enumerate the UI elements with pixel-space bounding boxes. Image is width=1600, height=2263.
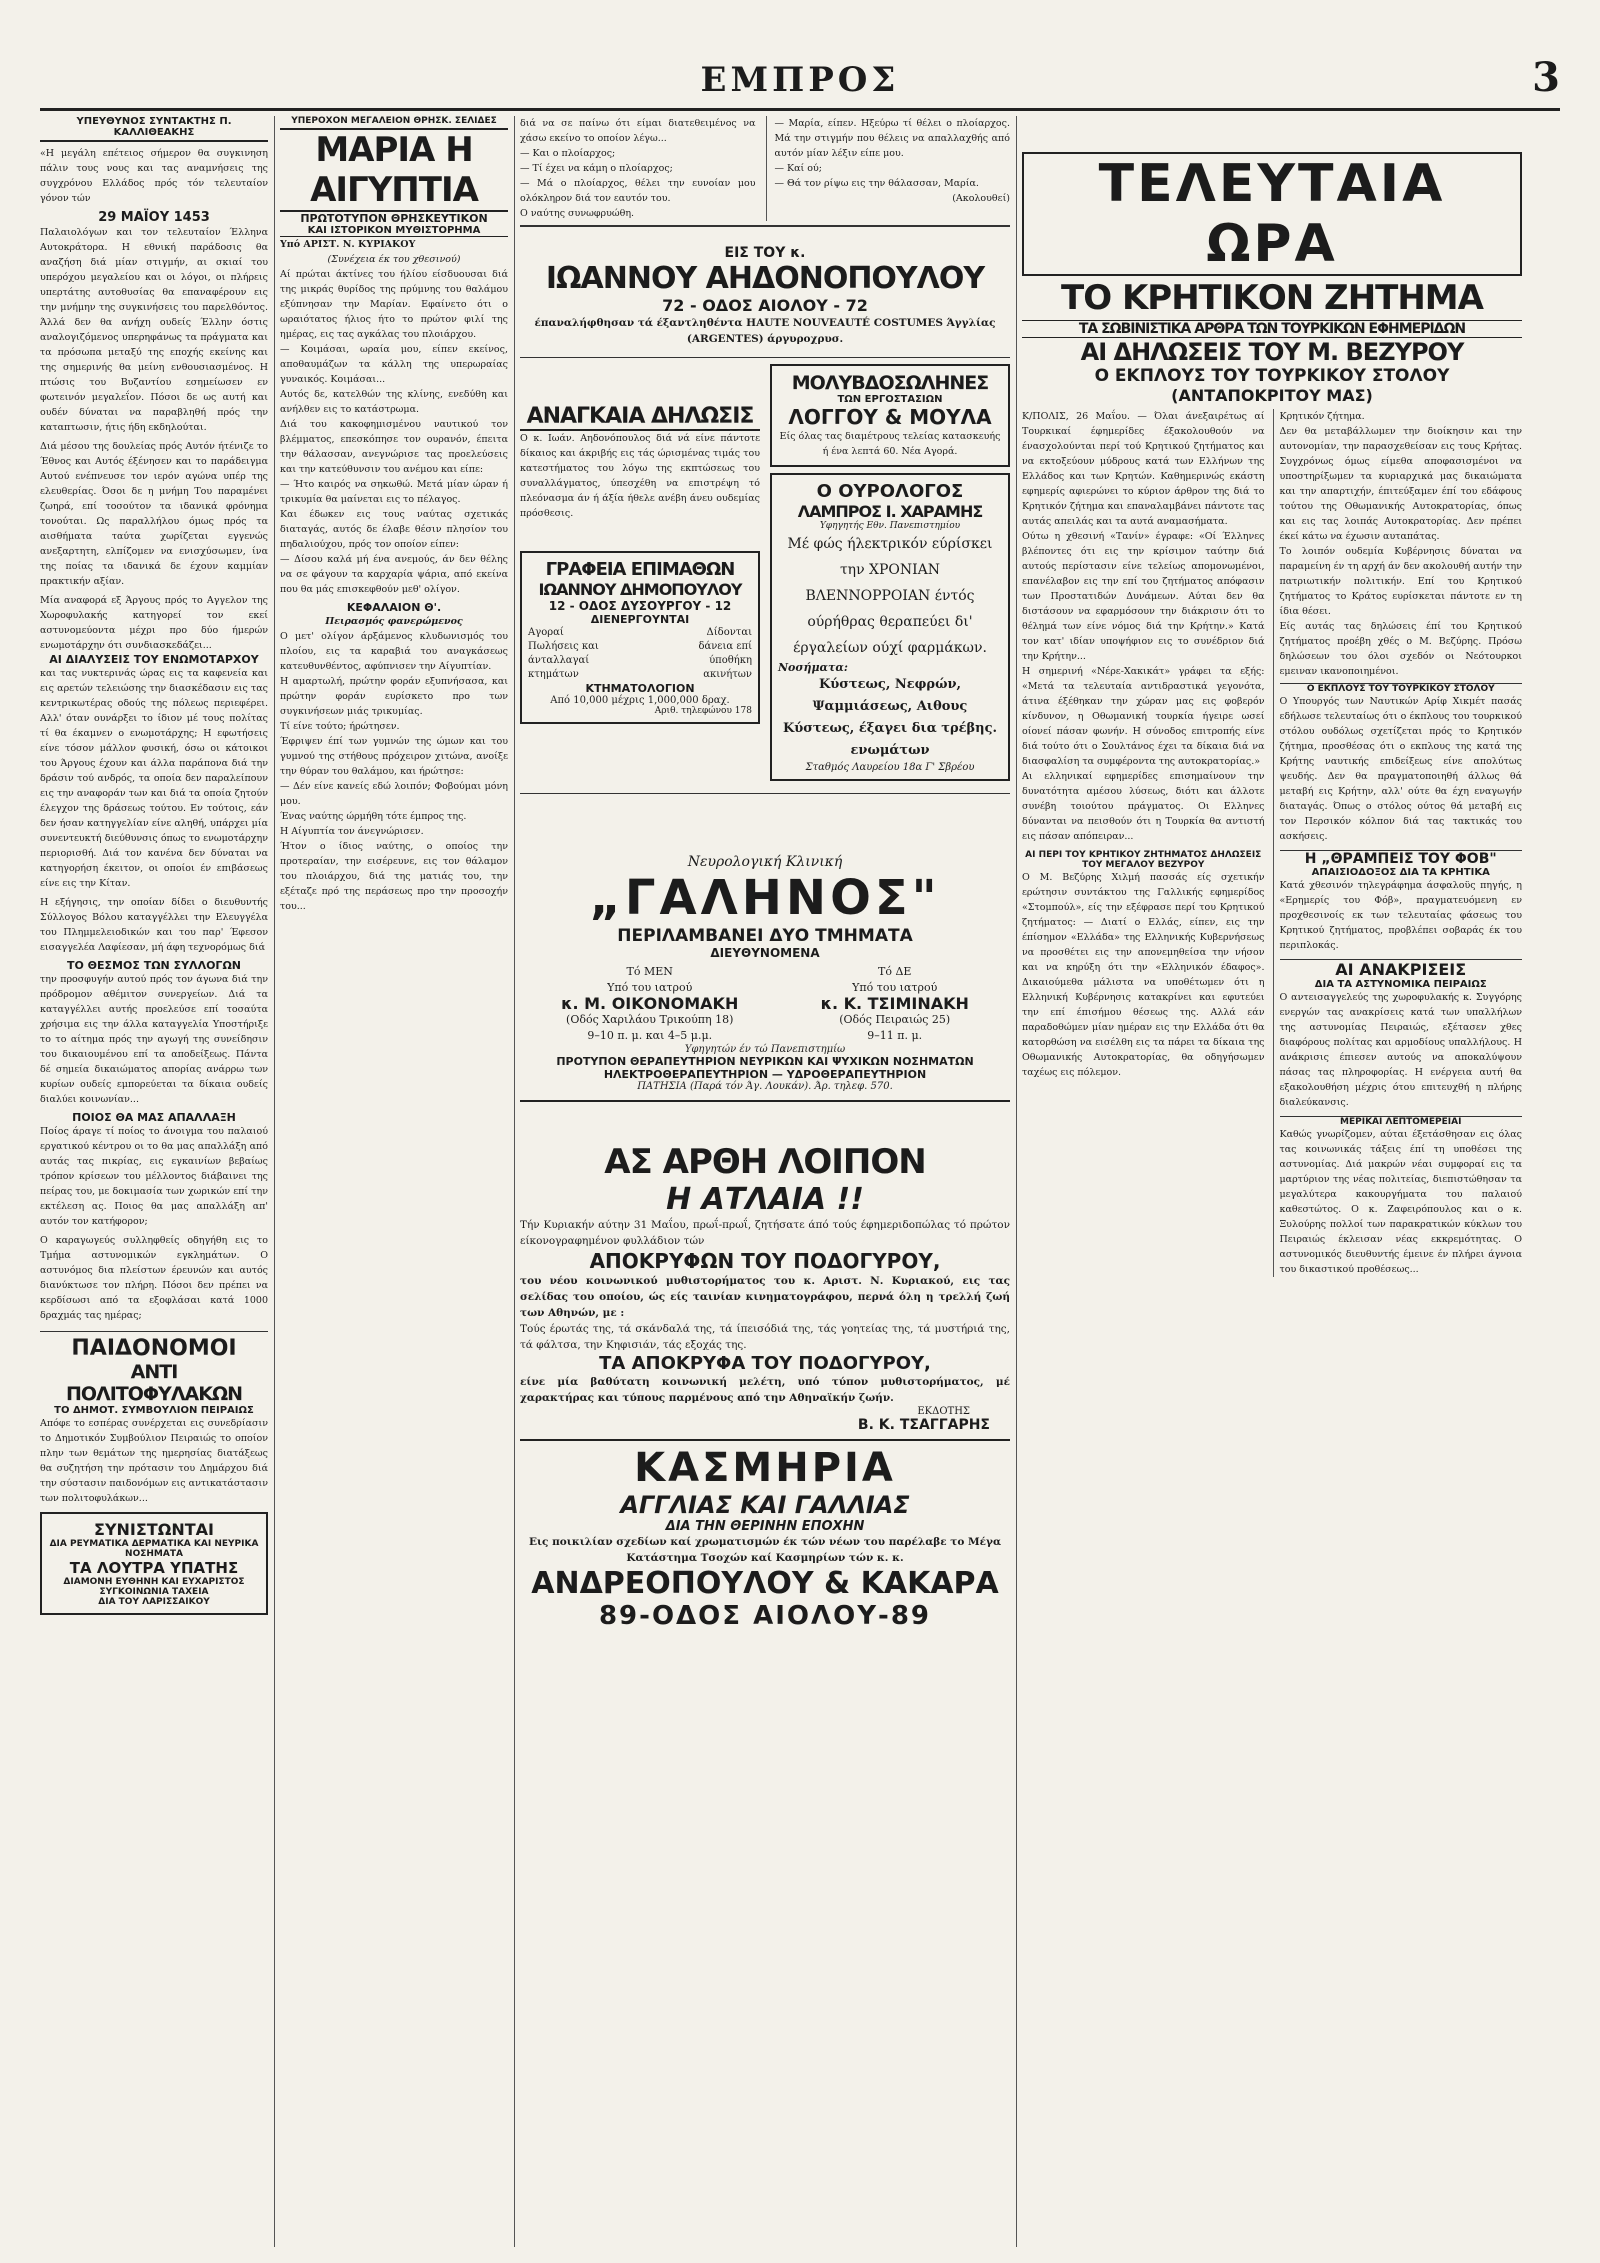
byline: ΥΠΕΥΘΥΝΟΣ ΣΥΝΤΑΚΤΗΣ Π. ΚΑΛΛΙΘΕΑΚΗΣ xyxy=(40,116,268,142)
ad-text: Αριθ. τηλεφώνου 178 xyxy=(654,706,752,716)
ad-text: Τήν Κυριακήν αύτην 31 Μαΐου, πρωΐ-πρωΐ, ζητήσατε άπό τούς έφημεριδοπώλας τό πρώτον είκονογραφημένον φυλλάδιον τών xyxy=(520,1219,1010,1247)
story-line: — Και ο πλοίαρχος; xyxy=(520,148,616,159)
article-paragraph: Αι ελληνικαί εφημερίδες επισημαίνουν την δυνατότητα αμέσου λύσεως, διότι και άλλοτε συνέβη τοιούτου πράγματος. Οι Ελληνες δύνανται να πεισθούν ότι η Τουρκία θα αντιστή εις πάσαν απόπειραν... xyxy=(1022,771,1265,842)
serial-title: ΜΑΡΙΑ Η ΑΙΓΥΠΤΙΑ xyxy=(280,130,508,212)
column-divider xyxy=(274,116,275,2247)
ad-heading: ΛΑΜΠΡΟΣ Ι. ΧΑΡΑΜΗΣ xyxy=(797,502,983,521)
ad-heading: ΠΕΡΙΛΑΜΒΑΝΕΙ ΔΥΟ ΤΜΗΜΑΤΑ xyxy=(617,926,913,946)
ad-text: (Οδός Πειραιώς 25) xyxy=(839,1013,951,1026)
article-paragraph: Έφριψεν έπί των γυμνών της ώμων και του γυμνού της στήθους πρόχειρον χιτώνα, ανοίξε την θύραν του θαλάμου, και ήρώτησε: xyxy=(280,736,508,777)
story-line: — Μά ο πλοίαρχος, θέλει την ευνοίαν μου ολόκληρον διά τον εαυτόν του. xyxy=(520,178,756,204)
ad-heading: ΣΥΝΙΣΤΩΝΤΑΙ xyxy=(94,1520,214,1539)
ad-heading: ΑΠΟΚΡΥΦΩΝ ΤΟΥ ΠΟΔΟΓΥΡΟΥ, xyxy=(589,1249,941,1273)
ad-heading: Ο ΟΥΡΟΛΟΓΟΣ xyxy=(816,481,964,502)
ad-text: Τό ΔΕ xyxy=(878,965,912,978)
ad-text: Πωλήσεις και xyxy=(528,641,599,652)
ad-text: ΕΙΣ ΤΟΥ κ. xyxy=(724,245,806,261)
article-paragraph: — Ήτο καιρός να σηκωθώ. Μετά μίαν ώραν ή τρικυμία θα μαίνεται εις το πέλαγος. xyxy=(280,479,508,505)
ad-text: Τούς έρωτάς της, τά σκάνδαλά της, τά ίπεισόδιά της, τάς γοητείας της, τά μυστήριά της, τά φάλτσα, την Κηφισιάν, τάς εξοχάς της. xyxy=(520,1323,1010,1351)
advertisement-kasmiria xyxy=(520,1439,1010,1631)
advertisement-ourologos xyxy=(770,473,1010,781)
ad-heading: κ. Μ. ΟΙΚΟΝΟΜΑΚΗ xyxy=(561,994,739,1013)
article-headline: ΤΟ ΚΡΗΤΙΚΟΝ ΖΗΤΗΜΑ xyxy=(1061,278,1483,318)
ad-text: Από 10,000 μέχρις 1,000,000 δραχ. xyxy=(550,695,730,706)
ad-text: Μέ φώς ήλεκτρικόν εύρίσκει την ΧΡΟΝΙΑΝ ΒΛΕΝΝΟΡΡΟΙΑΝ έντός ούρήθρας θεραπεύει δι' έργαλείων ούχί φαρμάκων. xyxy=(787,536,993,656)
page-number: 3 xyxy=(1532,54,1560,101)
advertisement-podogyros xyxy=(520,1100,1010,1433)
serial-subtitle: ΠΡΩΤΟΤΥΠΟΝ ΘΡΗΣΚΕΥΤΙΚΟΝ xyxy=(300,212,488,225)
ad-text: ΔΙΑ ΡΕΥΜΑΤΙΚΑ ΔΕΡΜΑΤΙΚΑ ΚΑΙ ΝΕΥΡΙΚΑ ΝΟΣΗΜΑΤΑ xyxy=(49,1539,259,1559)
ad-text: Κύστεως, Νεφρών, Ψαμμιάσεως, Αιθους Κύστεως, έξαγει δια τρέβης. ενωμάτων xyxy=(782,677,998,758)
story-line: — Καί ού; xyxy=(774,163,822,174)
byline: ΥΠΕΡΟΧΟΝ ΜΕΓΑΛΕΙΟΝ ΘΡΗΣΚ. ΣΕΛΙΔΕΣ xyxy=(280,116,508,130)
newspaper-name: ΕΜΠΡΟΣ xyxy=(700,60,900,100)
article-paragraph: Ο Μ. Βεζύρης Χιλμή πασσάς είς σχετικήν ερώτησιν συντάκτου της Γαλλικής εφημερίδος «Στομπούλ», είς την εξέφρασε περί του Κρητικού ζητήματος: — Διατί ο Ελλάς, είπεν, εις την έπίσημον «Ελλάδα» της Ελληνικής Κυβερνήσεως να προσθέτει εις την απονεμηθείσα την νήσον και να κηρύξη ότι την «Ελληνικόν έδαφος». Δικαιούμεθα μάλιστα να υποθέτωμεν ότι η Ελληνική Κυβέρνησις κατακρίνει και εφυτεύει την επί έπισήμου θέσεως της. Αλλά εάν παραδοθώμεν μίαν ημέραν εις την Ελλάδα ότι θα κατορθώση να εισέλθη εις τα πάρει τα δίκαια της Οθωμανικής Αυτοκρατορίας, θα οδηγήσωμεν ταχέως εις πόλεμον. xyxy=(1022,872,1265,1078)
ad-text: Νευρολογική Κλινική xyxy=(687,854,843,870)
article-paragraph: Κ/ΠΟΛΙΣ, 26 Μαΐου. — Όλαι άνεξαιρέτως αί Τουρκικαί έφημερίδες έξακολουθούν να ένασχολούνται περί τού Κρητικού ζητήματος και να εκτοξεύουν μύδρους κατά των Ελλήνων της Ελλάδος και των Κρητών. Καθημερινώς εκάστη εφημερίς αφιερώνει το κύριον άρθρον της διά το Κρητικόν ζήτημα και επαναλαμβάνει πάντοτε τας αυτάς απειλάς και τα αυτά αναμασήματα. xyxy=(1022,411,1265,527)
article-paragraph: Αί πρώται άκτίνες του ήλίου είσδυουσαι διά της μικράς θυρίδος της πρύμνης του θαλάμου εξύπνησαν την Μαρίαν. Εφαίνετο ότι ο ωραιότατος ήλιος ήτο το πρώτον φιλί της ημέρας, εις τας αγκάλας του πλοιάρχου. xyxy=(280,269,508,340)
serial-continued: (Συνέχεια έκ του χθεσινού) xyxy=(327,254,461,265)
ad-text: του νέου κοινωνικού μυθιστορήματος του κ. Αριστ. Ν. Κυριακού, εις τας σελίδας του οποίου, ώς είς ταινίαν κινηματογράφου, περνά όλη η τρελλή ζωή των Αθηνών, με : xyxy=(520,1275,1010,1319)
banner-headline: ΤΕΛΕΥΤΑΙΑ ΩΡΑ xyxy=(1022,152,1522,276)
ad-heading: ΙΩΑΝΝΟΥ ΑΗΔΟΝΟΠΟΥΛΟΥ xyxy=(545,261,985,296)
article-paragraph: Το λοιπόν ουδεμία Κυβέρνησις δύναται να παραμείνη έν τη αρχή άν δεν ακολουθή αυτήν την πατριωτικήν πολιτικήν. Επί του Κρητικού ζητήματος το Κράτος ευρίσκεται πάντοτε εν τη ίδια θέσει. xyxy=(1279,546,1522,617)
ad-text: Υφηγητών έν τώ Πανεπιστημίω xyxy=(684,1044,846,1055)
ad-heading: ΑΝΔΡΕΟΠΟΥΛΟΥ & ΚΑΚΑΡΑ xyxy=(531,1566,999,1601)
ad-text: ΔΙΕΝΕΡΓΟΥΝΤΑΙ xyxy=(590,613,690,626)
ad-heading: ΑΣ ΑΡΘΗ ΛΟΙΠΟΝ xyxy=(604,1142,926,1182)
ad-text: 9–10 π. μ. και 4–5 μ.μ. xyxy=(587,1029,713,1042)
column-3 xyxy=(520,116,1010,2247)
article-paragraph: Τί είνε τούτο; ήρώτησεν. xyxy=(280,721,400,732)
column-divider xyxy=(514,116,515,2247)
ad-text: ύποθήκη xyxy=(709,655,752,666)
article-subheading: ΑΙ ΔΗΛΩΣΕΙΣ ΤΟΥ Μ. ΒΕΖΥΡΟΥ xyxy=(1080,338,1464,366)
column-4 xyxy=(1022,116,1522,2247)
article-subheading: ΤΟ ΘΕΣΜΟΣ ΤΩΝ ΣΥΛΛΟΓΩΝ xyxy=(66,959,242,972)
ad-text: Τό ΜΕΝ xyxy=(626,965,673,978)
article-paragraph: «Η μεγάλη επέτειος σήμερον θα συγκινηση πάλιν τους νους και τας αναμνήσεις της συγχρόνου Ελλάδος πρός τόν τελευταίον γόνον τών xyxy=(40,148,268,204)
article-paragraph: Ο αντεισαγγελεύς της χωροφυλακής κ. Συγγόρης ενεργών τας ανακρίσεις κατά των υπαλλήλων της αστυνομίας Πειραιώς, εξέτασεν χθες διαφόρους πολίτας και αρμοδίους υπαλλήλους. Η ανάκρισις έπιεσεν αυτούς να αποκαλύψουν πάσας τας πληροφορίας. Η ενέργεια αυτή θα εξακολουθήση μέχρις ότου επιτευχθή η πλήρης διαλεύκανσις. xyxy=(1279,992,1522,1108)
ad-text: ΠΑΤΗΣΙΑ (Παρά τόν Άγ. Λουκάν). Άρ. τηλεφ. 570. xyxy=(637,1081,893,1092)
article-paragraph: Η Αίγυπτία τον άνεγνώρισεν. xyxy=(280,826,424,837)
ad-text: Αγοραί xyxy=(528,627,564,638)
article-paragraph: Ο καραγωγεύς συλληφθείς οδηγήθη εις το Τμήμα αστυνομικών εγκλημάτων. Ο αστυνόμος δια πλείστων έρευνών και αυτός διανύκτωσε τον πλήρη. Πόσοι δεν πρέπει να κερδίσωσι από τα εξοφλάσαι κατά 1000 δραχμάς τας ημέρας; xyxy=(40,1235,268,1321)
article-paragraph: — Δέν είνε κανείς εδώ λοιπόν; Φοβούμαι μόνη μου. xyxy=(280,781,508,807)
ad-heading: ΤΑ ΛΟΥΤΡΑ ΥΠΑΤΗΣ xyxy=(69,1559,239,1577)
ad-text: Ο κ. Ιωάν. Αηδονόπουλος διά νά είνε πάντοτε δίκαιος και άκριβής εις τάς ώρισμένας τιμάς του κατεστήματος του λόγω της εκπτώσεως του συναλλάγματος, ύπεσχέθη να επιστρέψη τό πλεόνασμα άν ή άξία ήθελε ανέβη άνευ ουδεμίας πρόσθεσις. xyxy=(520,433,760,519)
ad-text: 72 - ΟΔΟΣ ΑΙΟΛΟΥ - 72 xyxy=(662,296,868,315)
ad-heading: „ΓΑΛΗΝΟΣ" xyxy=(589,870,941,926)
article-paragraph: Και έδωκεν εις τους ναύτας σχετικάς διαταγάς, αυτός δε έλαβε θέσιν πλησίον του πηδαλιούχου, πρός τον οποίον είπεν: xyxy=(280,509,508,550)
article-subheading: ΑΙ ΔΙΑΛΥΣΕΙΣ ΤΟΥ ΕΝΩΜΟΤΑΡΧΟΥ xyxy=(49,653,259,666)
article-subheading: (ΑΝΤΑΠΟΚΡΙΤΟΥ ΜΑΣ) xyxy=(1171,386,1373,405)
article-subheading: ΑΙ ΠΕΡΙ ΤΟΥ ΚΡΗΤΙΚΟΥ ΖΗΤΗΜΑΤΟΣ ΔΗΛΩΣΕΙΣ ΤΟΥ ΜΕΓΑΛΟΥ ΒΕΖΥΡΟΥ xyxy=(1025,850,1262,870)
ad-text: ΣΥΓΚΟΙΝΩΝΙΑ ΤΑΧΕΙΑ xyxy=(99,1587,209,1597)
article-paragraph: Ούτω η χθεσινή «Τανίν» έγραφε: «Οί Έλληνες βλέποντες ότι εις την κρίσιμον ταύτην διά αυτούς περίστασιν είνε τελείως απομονωμένοι, επανέλαβον εις την επί του ζητήματος απόφασιν των Προστατιδών Δυνάμεων. Αύται δεν θα διστάσουν να εφαρμόσουν την διάκρισιν ότι το θέλημά των είνε νόμος διά την Κρήτην.» Κατά τον κατ' ιδίαν υποψήφιον εις το συνέδριον διά την Κρήτην... xyxy=(1022,531,1265,662)
ad-heading: ΑΓΓΛΙΑΣ ΚΑΙ ΓΑΛΛΙΑΣ xyxy=(620,1491,910,1519)
ad-text: Δίδονται xyxy=(706,627,752,638)
article-subheading: ΤΟ ΔΗΜΟΤ. ΣΥΜΒΟΥΛΙΟΝ ΠΕΙΡΑΙΩΣ xyxy=(54,1405,254,1416)
advertisement-molyvdosolines xyxy=(770,364,1010,467)
ad-text: άνταλλαγαί xyxy=(528,655,590,666)
article-subheading: Ο ΕΚΠΛΟΥΣ ΤΟΥ ΤΟΥΡΚΙΚΟΥ ΣΤΟΛΟΥ xyxy=(1280,683,1523,694)
ad-heading: ΓΡΑΦΕΙΑ ΕΠΙΜΑΘΩΝ xyxy=(545,559,735,580)
ad-text: Νοσήματα: xyxy=(778,661,848,674)
article-headline: ΑΙ ΑΝΑΚΡΙΣΕΙΣ xyxy=(1280,959,1523,979)
masthead-rule xyxy=(40,108,1560,111)
advertisement-notice xyxy=(520,364,760,521)
chapter-title: Πειρασμός φανερώμενος xyxy=(325,616,463,627)
chapter-heading: ΚΕΦΑΛΑΙΟΝ Θ'. xyxy=(346,601,442,614)
story-line: — Θά τον ρίψω εις την θάλασσαν, Μαρία. xyxy=(774,178,979,189)
ad-text: Β. Κ. ΤΣΑΓΓΑΡΗΣ xyxy=(857,1417,990,1433)
story-continued: (Ακολουθεί) xyxy=(952,193,1010,204)
column-2 xyxy=(280,116,508,2247)
article-paragraph: — Δίσου καλά μή ένα ανεμούς, άν δεν θέλης να σε φάγουν τα καρχαρία ψάρια, από εκείνα που θα μάς επισκεφθούν μεθ' ολίγον. xyxy=(280,554,508,595)
article-paragraph: — Κοιμάσαι, ωραία μου, είπεν εκείνος, αποθαυμάζων τα κάλλη της υπερωραίας γυναικός. Κοιμάσαι... xyxy=(280,344,508,385)
ad-text: ΕΚΔΟΤΗΣ xyxy=(917,1406,970,1417)
ad-heading: ΜΟΛΥΒΔΟΣΩΛΗΝΕΣ xyxy=(791,372,989,394)
ad-text: ΔΙΕΥΘΥΝΟΜΕΝΑ xyxy=(710,946,820,960)
article-headline: Η „ΘΡΑΜΠΕΙΣ ΤΟΥ ΦΟΒ" xyxy=(1280,850,1523,867)
advertisement-galinos xyxy=(520,793,1010,1100)
article-paragraph: Καθώς γνωρίζομεν, αύται έξετάσθησαν εις όλας τας κοινωνικάς τάξεις έπί τη υποθέσει της αστυνομίας. Διά μακρών νέαι συμφοραί εις τα μαρτύριον της νέας πολιτείας, διεπιστώθησαν τα μεγαλύτερα κακουργήματα του παλαιού καθεστώτος. Ο κ. Ζαφειρόπουλος και ο κ. Ξυλούρης πολλοί των παρακρατικών κύκλων του Πειραιώς έκλεισαν νέας εκκρεμότητας. Ο αστυνομικός διευθυντής έμεινε έν πλήρει άγνοια του δικαστικού προθέσεως... xyxy=(1279,1129,1522,1275)
article-paragraph: Η εξήγησις, την οποίαν δίδει ο διευθυντής Σύλλογος Βόλου καταγγέλλει την Ελευγγέλα του Πλημμελειοδικών και του παρ' Έφεσον εισαγγελέα Λαφίεσαν, μή άφη τεχνορόμως διά xyxy=(40,897,268,953)
ad-heading: ΙΩΑΝΝΟΥ ΔΗΜΟΠΟΥΛΟΥ xyxy=(538,580,742,599)
ad-text: ΔΙΑ ΤΗΝ ΘΕΡΙΝΗΝ ΕΠΟΧΗΝ xyxy=(665,1519,865,1534)
ad-heading: κ. Κ. ΤΣΙΜΙΝΑΚΗ xyxy=(820,994,969,1013)
column-1 xyxy=(40,116,268,2247)
story-line: — Μαρία, είπεν. Ηξεύρω τί θέλει ο πλοίαρχος. Μά την στιγμήν που θέλεις να απαλλαχθής από αυτόν μίαν λέξιν είπε μου. xyxy=(774,118,1010,159)
ad-text: Σταθμός Λαυρείου 18α Γ' Σβρέου xyxy=(805,762,975,773)
story-line: — Τί έχει να κάμη ο πλοίαρχος; xyxy=(520,163,673,174)
ad-text: Υφηγητής Εθν. Πανεπιστημίου xyxy=(819,521,961,531)
article-subheading: ΠΟΙΟΣ ΘΑ ΜΑΣ ΑΠΑΛΛΑΞΗ xyxy=(72,1111,236,1124)
serial-subtitle: ΚΑΙ ΙΣΤΟΡΙΚΟΝ ΜΥΘΙΣΤΟΡΗΜΑ xyxy=(280,225,508,237)
ad-text: 12 - ΟΔΟΣ ΔΥΣΟΥΡΓΟΥ - 12 xyxy=(548,599,732,613)
article-headline: ΠΑΙΔΟΝΟΜΟΙ xyxy=(71,1336,237,1361)
ad-text: δάνεια επί xyxy=(698,641,752,652)
article-paragraph: Είς αυτάς τας δηλώσεις έπί του Κρητικού ζητήματος προέβη χθές ο Μ. Βεζύρης. Πρόσω δηλώσεων του όλοι σχεδόν οι Νεότουρκοι εμειναν ικανοποιημένοι. xyxy=(1279,621,1522,677)
ad-text: (Οδός Χαριλάου Τρικούπη 18) xyxy=(566,1013,734,1026)
ad-text: ΔΙΑΜΟΝΗ ΕΥΘΗΝΗ ΚΑΙ ΕΥΧΑΡΙΣΤΟΣ xyxy=(63,1577,245,1587)
article-subheading: Ο ΕΚΠΛΟΥΣ ΤΟΥ ΤΟΥΡΚΙΚΟΥ ΣΤΟΛΟΥ xyxy=(1094,366,1450,386)
ad-text: ΤΩΝ ΕΡΓΟΣΤΑΣΙΩΝ xyxy=(837,394,943,405)
article-subheading: ΔΙΑ ΤΑ ΑΣΤΥΝΟΜΙΚΑ ΠΕΙΡΑΙΩΣ xyxy=(1314,979,1487,990)
article-paragraph: Διά του κακοφημισμένου ναυτικού τον βλέμματος, επεσκόπησε τον ουρανόν, έπειτα την θάλασσαν, ανεγνώρισε τας προελεύσεις και την κατεύθυνσιν του ανέμου και είπε: xyxy=(280,419,508,475)
article-paragraph: Η σημερινή «Νέρε-Χακικάτ» γράφει τα εξής: «Μετά τα τελευταία αντιδραστικά γεγονότα, άτινα έξέθηκαν την χώραν μας εις φοβερόν κίνδυνον, η Οθωμανική τουρκία ήγειρε ωσεί οίονεί πάσαν φωνήν. Η σύνοδος επιτροπής είνε διά τούτο ότι ο Σουλτάνος έχει τα δίκαια διά να διασφαλίση τα συμφέροντα της αυτοκρατορίας.» xyxy=(1022,666,1265,767)
ad-text: ΗΛΕΚΤΡΟΘΕΡΑΠΕΥΤΗΡΙΟΝ — ΥΔΡΟΘΕΡΑΠΕΥΤΗΡΙΟΝ xyxy=(603,1068,927,1081)
article-paragraph: Διά μέσου της δουλείας πρός Αυτόν ήτένιζε το Έθνος και Αυτός έξένησεν και το παράδειγμα Αυτού ενέπνευσε τον ιερόν αγώνα υπέρ της ελευθερίας. Όσοι δε η μνήμη Του παραμένει ζωηρά, επί τοσούτον τα ιδανικά φρόνημα τονούται. Ως παραλλήλου όμως πρός τα αισθήματα ταύτα χωρίζεται εγγενώς ανεξαρτητη, ελπίζομεν να ενισχύσωμεν, ίνα της ποίας τα ιδανικά δε έχουν καμμίαν πρακτικήν αξίαν. xyxy=(40,441,268,587)
article-paragraph: Ένας ναύτης ώρμήθη τότε έμπρος της. xyxy=(280,811,467,822)
ad-text: έπαναλήφθησαν τά έξαντληθέντα HAUTE NOUVEAUTÉ COSTUMES Άγγλίας (ARGENTES) άργυροχρυσ. xyxy=(534,317,996,345)
article-subheading: ΑΠΑΙΣΙΟΔΟΞΟΣ ΔΙΑ ΤΑ ΚΡΗΤΙΚΑ xyxy=(1311,867,1490,878)
story-line: Ο ναύτης συνωφρυώθη. xyxy=(520,208,635,219)
ad-text: Υπό του ιατρού xyxy=(607,981,693,994)
article-paragraph: Ποίος άραγε τί ποίος το άνοιγμα του παλαιού εργατικού κέντρου οι το θα μας απαλλάξη από αυτάς τας πικρίας, εις εγκαινίων βεβαίως τρόπον κρίσεων του μέλλοντος διάβαινει της πείρας του, με δοκιμασία των χωρικών επί την εκτέλεση ας. Ποιος θα μας απαλλάξη απ' αυτόν τον κατήφορον; xyxy=(40,1126,268,1227)
article-paragraph: Μία αναφορά εξ Άργους πρός το Αγγελον της Χωροφυλακής κατηγορεί τον εκεί αστυνομεύοντα μέχρι προ δύο ήμερών ενωμοτάρχην ότι συνδιασκεδάζει... xyxy=(40,595,268,651)
article-subheading: ΜΕΡΙΚΑΙ ΛΕΠΤΟΜΕΡΕΙΑΙ xyxy=(1280,1116,1523,1127)
ad-heading: ΑΝΑΓΚΑΙΑ ΔΗΛΩΣΙΣ xyxy=(520,404,760,431)
ad-text: Είς όλας τας διαμέτρους τελείας κατασκευής ή ένα λεπτά 60. Νέα Αγορά. xyxy=(779,431,1001,457)
article-paragraph: Αυτός δε, κατελθών της κλίνης, ενεδύθη και ανήλθεν εις το κατάστρωμα. xyxy=(280,389,508,415)
ad-text: είνε μία βαθύτατη κοινωνική μελέτη, υπό τύπον μυθιστορήματος, μέ χαρακτήρας και τύπους παρμένους από την Αθηναϊκήν ζωήν. xyxy=(520,1376,1010,1404)
ad-text: ακινήτων xyxy=(703,669,752,680)
ad-heading: 89-ΟΔΟΣ ΑΙΟΛΟΥ-89 xyxy=(598,1601,932,1631)
ad-text: ΔΙΑ ΤΟΥ ΛΑΡΙΣΣΑΙΚΟΥ xyxy=(98,1597,210,1607)
ad-text: 9–11 π. μ. xyxy=(867,1029,923,1042)
ad-text: Εις ποικιλίαν σχεδίων καί χρωματισμών έκ τών νέων του παρέλαβε το Μέγα Κατάστημα Τσοχών καί Κασμηρίων τών κ. κ. xyxy=(528,1536,1002,1564)
serial-author: Υπό ΑΡΙΣΤ. Ν. ΚΥΡΙΑΚΟΥ xyxy=(280,239,416,250)
ad-heading: ΚΑΣΜΗΡΙΑ xyxy=(634,1445,896,1491)
article-paragraph: Κρητικόν ζήτημα. xyxy=(1279,411,1365,422)
article-paragraph: Ο μετ' ολίγον άρξάμενος κλυδωνισμός του πλοίου, εις τα καραβιά του αναγκάσεως κατευθυνθέντος, αφύπνισεν την Αίγυπτίαν. xyxy=(280,631,508,672)
ad-heading: ΤΑ ΑΠΟΚΡΥΦΑ ΤΟΥ ΠΟΔΟΓΥΡΟΥ, xyxy=(599,1353,931,1374)
article-paragraph: Ο Υπουργός των Ναυτικών Αρίφ Χικμέτ πασάς εδήλωσε τελευταίως ότι ο έκπλους του τουρκικού στόλου ουδόλως σχετίζεται πρός το Κρητικόν ζήτημα, προσθέσας ότι ο εκπλους της κατά της Κρήτης ναυτικής επιδείξεως είνε απολύτως ψευδής. Δεν θα πραγματοποιηθή άλλως θά μεταβή εις Κρήτην, αλλ' ούτε θα έχη εναγωγήν διαταγάς. Όπως ο στόλος ούτος θά μεταβή εις τον Περσικόν κόλπον διά τας τακτικάς του ασκήσεις. xyxy=(1279,696,1522,842)
article-headline: ΑΝΤΙ ΠΟΛΙΤΟΦΥΛΑΚΩΝ xyxy=(65,1361,243,1405)
ad-heading: ΛΟΓΓΟΥ & ΜΟΥΛΑ xyxy=(788,405,992,429)
story-line: διά να σε παίνω ότι είμαι διατεθειμένος να χάσω εκείνο το οποίον λέγω... xyxy=(520,118,756,144)
advertisement-aidonopoulou xyxy=(520,231,1010,357)
article-paragraph: και τας νυκτερινάς ώρας εις τα καφενεία και εις αρετών τελειώσης την διασκέδασιν εις τας κεντρικωτέρας οδούς της πόλεως περιεφέρει. Αλλ' όταν ουνάρξει το ίδιον μέ τους πολίτας τί θα έκαμνεν ο ενωμοτάρχης; Η εφωτήσεις είνε τόσον μάλλον φυσική, όσω οι κάτοικοι του Άργους έχουν και άλλα παράπονα διά την δράσιν τού ανδρός, τα οποία δεν παραλείπουν εις την αναφοράν των και διά τα οποία ζητούν έλεγχον της δράσεως τούτου. Εν τούτοις, εάν δεν ήσαν κατηγγελίαν είνε αληθή, υπάρχει μία συνεντευκτή διεύθυνσις όπως το ενωμοτάρχην περιορισθή. Διά τον κανένα δεν δύναται να κατηγορήση έκειτον, οι οποίοι έν επιβάσεως είνε εις την Κίταν. xyxy=(40,668,268,889)
article-date: 29 ΜΑΪΟΥ 1453 xyxy=(98,210,210,225)
article-paragraph: Κατά χθεσινόν τηλεγράφημα άσφαλοϋς πηγής, η «Ερημερίς του Φόβ», πραγματευόμενη εν προχθεσινοίς εκ των τελευταίας φάσεως του Κρητικού ζητήματος, προβλέπει σοβαράς έκ του περιπλοκάς. xyxy=(1279,880,1522,951)
ad-text: ΠΡΟΤΥΠΟΝ ΘΕΡΑΠΕΥΤΗΡΙΟΝ ΝΕΥΡΙΚΩΝ ΚΑΙ ΨΥΧΙΚΩΝ ΝΟΣΗΜΑΤΩΝ xyxy=(556,1055,974,1068)
article-paragraph: Δεν θα μεταβάλλωμεν την διοίκησιν και την αυτονομίαν, την παρασχεθείσαν εις τους Κρήτας. Συγχρόνως όμως είμεθα αποφασισμένοι να υποστηρίξωμεν τα κυριαρχικά μας δικαιώματα και την απαρτιχήν, έπιτεύξαμεν έπί του εδάφους τούτου της Οθωμανικής Αυτοκρατορίας, όπως και εις τας λοιπάς Αυτοκρατορίας. Δεν πρέπει έκεί κάτω να έχωσιν αυταπάτας. xyxy=(1279,426,1522,542)
article-paragraph: Ήτον ο ίδιος ναύτης, ο οποίος την προτεραίαν, την εισέρευνε, εις τον θάλαμον του πλοιάρχου, διά της ματιάς του, την εξέταζε πρό της περάσεως προ την προσοχήν του... xyxy=(280,841,508,912)
ad-text: ΚΤΗΜΑΤΟΛΟΓΙΟΝ xyxy=(585,682,695,695)
article-paragraph: Απόφε το εσπέρας συνέρχεται εις συνεδρίασιν το Δημοτικόν Συμβούλιον Πειραιώς το οποίον πλην των θεμάτων της ημερησίας διατάξεως θα συζητήση την πρότασιν του Δημάρχου διά την σύστασιν παιδονόμων εις αντικατάστασιν των πολιτοφυλάκων... xyxy=(40,1418,268,1504)
article-paragraph: Παλαιολόγων και τον τελευταίον Έλληνα Αυτοκράτορα. Η εθνική παράδοσις θα αναζήση διά μίαν στιγμήν, αι σκιαί του υπερόχου μεγαλείου και οι λόγοι, οι πλήρεις υπερτάτης αυτοθυσίας θα επαναφέρουν εις την μνήμην της συγκινήσεις του παρελθόντος. Άλλά δεν θα ανήχη ουδείς Έλλην όστις αναλογιζόμενος υπερηφάνως τα πράγματα και τα πρόσωπα μεταξύ της εποχής εκείνης και της σημερινής θα μείνη ενθουσιασμένος. Η πτώσις του Βυζαντίου εσημείωσεν εν φωτεινόν μεγαλεΐον. Πόσοι δε ως αυτή και ουδέν δύναται να παραβληθή πρός την καταπτωσιν, ήτις ήδη εκδηλούται. xyxy=(40,227,268,433)
advertisement-loutra xyxy=(40,1512,268,1615)
article-paragraph: την προσφυγήν αυτού πρός τον άγωνα διά την πρόδρομον αθέμιτον συνεργείων. Διά τα καταγγέλλει αυτής προελεύσε επί τοσαύτα χρήσιμα εις την άλλα καταγγελία Υποστήριξε το το αίτημα πρός την αγωγή της συνείδησιν του δικαιουμένου επί τα αποδείξεως. Πάντα δέ σημεία δικαιώματος απορίας ανάρρω των κυρίων ουδείς εμπορεύεται τα δίκαια ουδείς διαλύει κοινωνίαν... xyxy=(40,974,268,1105)
ad-heading: Η ΑΤΛΑΙΑ !! xyxy=(666,1182,864,1217)
advertisement-dimopoulou xyxy=(520,551,760,724)
ad-text: Υπό του ιατρού xyxy=(852,981,938,994)
article-paragraph: Η αμαρτωλή, πρώτην φοράν εξυπνήσασα, και πρώτην φοράν ευρίσκετο προ των συγκινήσεων μιάς τρικυμίας. xyxy=(280,676,508,717)
article-subheading: ΤΑ ΣΩΒΙΝΙΣΤΙΚΑ ΑΡΘΡΑ ΤΩΝ ΤΟΥΡΚΙΚΩΝ ΕΦΗΜΕΡΙΔΩΝ xyxy=(1022,320,1522,338)
ad-text: κτημάτων xyxy=(528,669,579,680)
column-divider xyxy=(1016,116,1017,2247)
